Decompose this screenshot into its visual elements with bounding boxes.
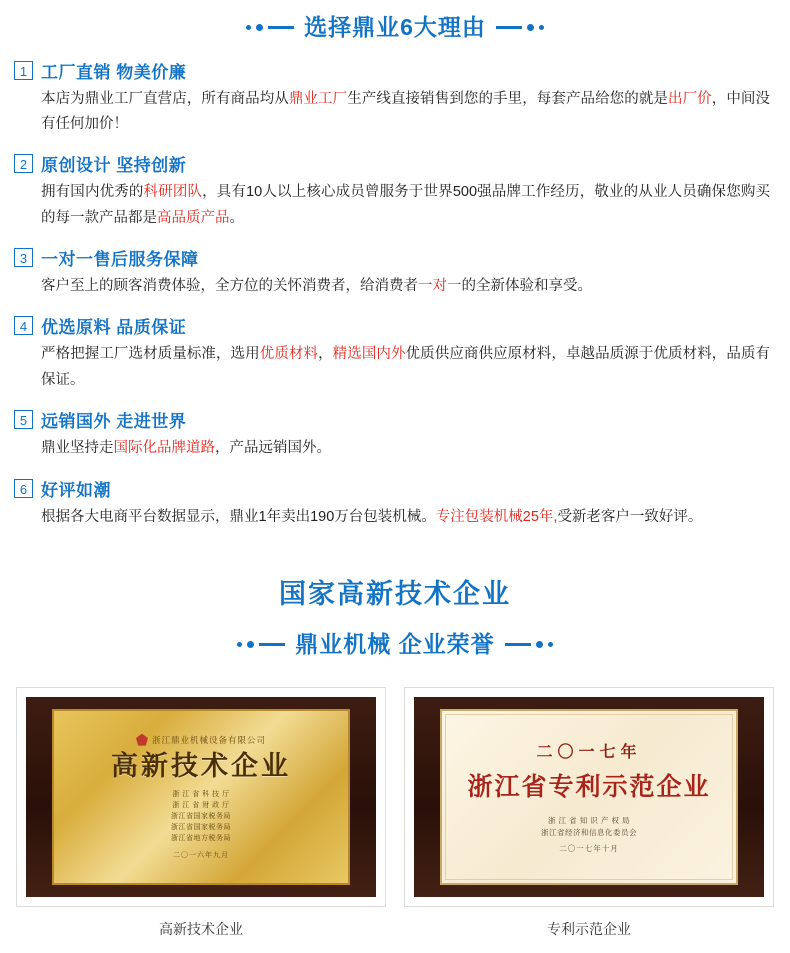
dot-icon — [246, 25, 251, 30]
certificate-issuers — [171, 790, 231, 844]
reason-body-text: ，中间没有任何加价！ — [41, 90, 771, 132]
dot-icon — [247, 641, 254, 648]
reason-title: 远销国外 走进世界 — [41, 412, 187, 432]
certificate-company — [136, 734, 266, 746]
heading-rule-right — [496, 24, 544, 31]
dot-icon — [237, 642, 242, 647]
reason-body-text: 本店为鼎业工厂直营店，所有商品均从 — [41, 90, 289, 107]
reason-number: 5 — [14, 410, 33, 429]
reason-item — [14, 476, 770, 530]
reason-title: 好评如潮 — [41, 480, 111, 500]
reason-body-text: 客户至上的顾客消费体验，全方位的关怀消费者，给消费者 — [41, 278, 418, 295]
reason-header — [14, 245, 770, 270]
certificate-issuer-line: 浙 江 省 科 技 厅 — [172, 791, 230, 799]
reason-body-text: 。 — [229, 209, 244, 226]
dot-icon — [256, 24, 263, 31]
reason-body-highlight: 科研团队 — [143, 184, 203, 201]
reason-body-text: 受新老客户一致好评。 — [557, 508, 703, 525]
certificate-gallery — [0, 687, 790, 953]
reason-header — [14, 151, 770, 176]
reason-item — [14, 407, 770, 461]
heading-rule-left — [246, 24, 294, 31]
reason-item — [14, 151, 770, 231]
reason-item — [14, 58, 770, 138]
reason-number: 6 — [14, 479, 33, 498]
reason-body-text: ， — [318, 346, 333, 363]
certificate-main-text: 高新技术企业 — [111, 750, 291, 781]
reason-title: 一对一售后服务保障 — [41, 250, 199, 270]
reason-body-text: 生产线直接销售到您的手里，每套产品给您的就是 — [347, 90, 669, 107]
reason-body — [14, 436, 770, 461]
reason-body — [14, 274, 770, 299]
reason-body-highlight: 高品质产品 — [157, 209, 230, 226]
reason-number: 1 — [14, 61, 33, 80]
reason-body-highlight: 国际化品牌道路 — [113, 440, 215, 457]
reason-header — [14, 58, 770, 83]
certificate-main-text: 浙江省专利示范企业 — [467, 772, 711, 801]
reason-header — [14, 407, 770, 432]
reason-body-highlight: 精选国内外 — [332, 346, 406, 363]
reason-title: 原创设计 坚持创新 — [41, 156, 187, 176]
certificate-date: 二〇一六年九月 — [173, 851, 229, 859]
reason-body-text: 鼎业坚持走 — [41, 440, 114, 457]
dot-icon — [536, 641, 543, 648]
certificate-issuer-line: 浙江省经济和信息化委员会 — [541, 828, 637, 838]
reason-title: 优选原料 品质保证 — [41, 318, 187, 338]
reason-header — [14, 313, 770, 338]
reason-body — [14, 505, 770, 530]
reason-number: 4 — [14, 316, 33, 335]
certificate-image[interactable] — [16, 687, 386, 907]
reason-body-highlight: 专注包装机械25年, — [435, 508, 558, 525]
reasons-list — [0, 52, 790, 530]
reason-body-text: ，具有10人以上核心成员曾服务于世界500强品牌工作经历，敬业的从业人员确保您购买的每一款产品都是 — [41, 184, 771, 226]
certificate-plate — [440, 709, 738, 885]
reason-body — [14, 342, 770, 393]
reasons-title: 选择鼎业6大理由 — [304, 14, 486, 40]
reason-number: 3 — [14, 248, 33, 267]
honor-subtitle: 鼎业机械 企业荣誉 — [295, 630, 495, 657]
certificate-issuer-line: 浙 江 省 知 识 产 权 局 — [547, 816, 631, 826]
certificate-year: 二〇一七年 — [536, 743, 642, 761]
certificate-card[interactable] — [16, 687, 386, 939]
honor-section-heading — [0, 617, 790, 669]
certificate-caption: 高新技术企业 — [159, 920, 243, 937]
certificate-date: 二〇一七年十月 — [559, 844, 619, 854]
certificate-issuers — [541, 815, 637, 839]
honor-main-title: 国家高新技术企业 — [279, 578, 511, 609]
dot-icon — [527, 24, 534, 31]
heading-rule-right — [505, 641, 553, 648]
certificate-company-text: 浙江鼎业机械设备有限公司 — [151, 734, 266, 745]
certificate-issuer-line: 浙江省国家税务局 — [171, 812, 231, 820]
reason-body — [14, 87, 770, 138]
certificate-issuer-line: 浙江省地方税务局 — [171, 834, 231, 842]
reasons-section-heading — [0, 0, 790, 52]
certificate-card[interactable] — [404, 687, 774, 939]
reason-header — [14, 476, 770, 501]
heading-rule-left — [237, 641, 285, 648]
reason-body-text: 拥有国内优秀的 — [41, 184, 144, 201]
dot-icon — [539, 25, 544, 30]
reason-body-text: 优质供应商供应原材料，卓越品质源于优质材料，品质有保证。 — [41, 346, 771, 388]
reason-body-highlight: 优质材料 — [259, 346, 319, 363]
certificate-image[interactable] — [404, 687, 774, 907]
reason-item — [14, 245, 770, 299]
rule-line — [505, 643, 531, 646]
rule-line — [259, 643, 285, 646]
reason-body — [14, 180, 770, 231]
certificate-caption: 专利示范企业 — [547, 920, 631, 937]
reason-body-text: 根据各大电商平台数据显示，鼎业1年卖出190万台包装机械。 — [41, 508, 436, 525]
certificate-issuer-line: 浙 江 省 财 政 厅 — [172, 802, 230, 810]
reason-number: 2 — [14, 154, 33, 173]
reason-body-text: 的全新体验和享受。 — [461, 278, 592, 295]
reason-body-highlight: 一对一 — [418, 278, 462, 295]
reason-item — [14, 313, 770, 393]
certificate-plaque — [414, 697, 764, 897]
rule-line — [268, 26, 294, 29]
company-logo-icon — [136, 734, 148, 746]
certificate-plate — [52, 709, 350, 885]
reason-body-text: ，产品远销国外。 — [215, 440, 331, 457]
certificate-issuer-line: 浙江省国家税务局 — [171, 823, 231, 831]
certificate-plaque — [26, 697, 376, 897]
reason-body-text: 严格把握工厂选材质量标准，选用 — [41, 346, 260, 363]
reason-title: 工厂直销 物美价廉 — [41, 62, 187, 82]
dot-icon — [548, 642, 553, 647]
reason-body-highlight: 出厂价 — [668, 90, 712, 107]
rule-line — [496, 26, 522, 29]
reason-body-highlight: 鼎业工厂 — [288, 90, 348, 107]
